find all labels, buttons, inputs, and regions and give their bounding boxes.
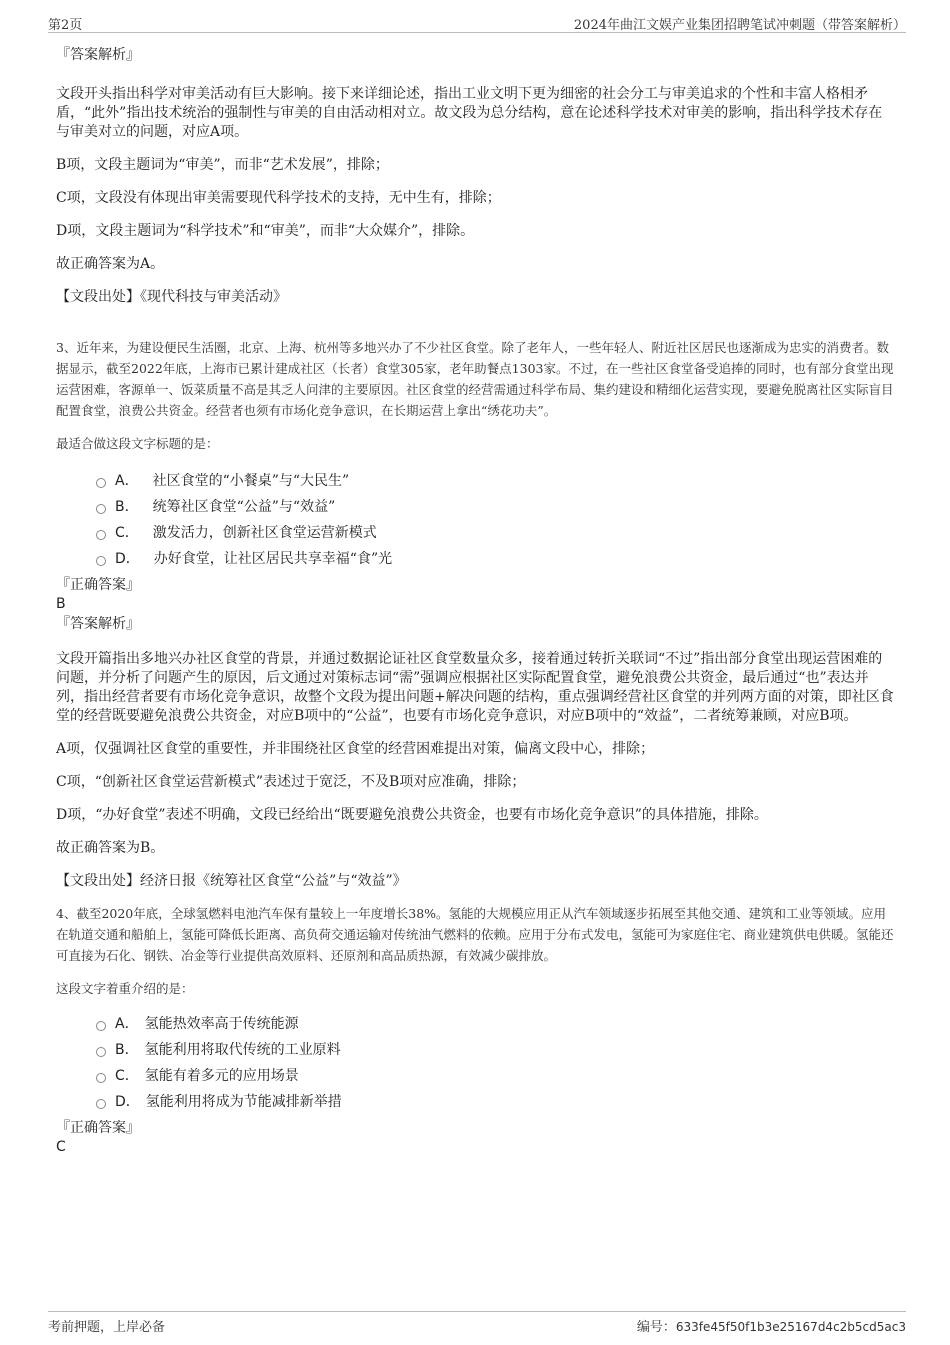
code-value: 633fe45f50f1b3e25167d4c2b5cd5ac3: [675, 1320, 906, 1334]
q4-stem: 4、截至2020年底，全球氢燃料电池汽车保有量较上一年度增长38%。氢能的大规模应用正从汽车领域逐步拓展至其他交通、建筑和工业等领域。应用在轨道交通和船舶上，氢能可降低长距离、高负荷交通运输对传统油气燃料的依赖。应用于分布式发电，氢能可为家庭住宅、商业建筑供电供暖。氢能还可直接为石化、钢铁、冶金等行业提供高效原料、还原剂和高品质热源，有效减少碳排放。: [56, 906, 894, 963]
q3-option-c[interactable]: C． 激发活力，创新社区食堂运营新模式: [96, 520, 896, 546]
q3-conclusion: 故正确答案为B。: [56, 840, 165, 856]
q3-option-d[interactable]: D． 办好食堂，让社区居民共享幸福“食”光: [96, 546, 896, 572]
q4-answer: C: [56, 1139, 66, 1155]
q3-answer-label: 『正确答案』: [56, 577, 140, 593]
radio-icon[interactable]: [96, 1021, 106, 1031]
q3-option-c-explanation: C项，“创新社区食堂运营新模式”表述过于宽泛，不及B项对应准确，排除；: [56, 774, 526, 790]
footer-slogan: 考前押题，上岸必备: [48, 1320, 166, 1335]
q4-option-c[interactable]: C． 氢能有着多元的应用场景: [96, 1063, 896, 1089]
document-title: 2024年曲江文娱产业集团招聘笔试冲刺题（带答案解析）: [573, 18, 906, 33]
page-footer: [48, 1311, 906, 1334]
page-number: 第2页: [48, 18, 83, 33]
q2-analysis-label: 『答案解析』: [56, 47, 140, 63]
q2-conclusion: 故正确答案为A。: [56, 256, 165, 272]
q2-option-d-explanation: D项，文段主题词为“科学技术”和“审美”，而非“大众媒介”，排除。: [56, 223, 475, 239]
q4-prompt: 这段文字着重介绍的是：: [56, 981, 194, 996]
q2-analysis-text: 文段开头指出科学对审美活动有巨大影响。接下来详细论述，指出工业文明下更为细密的社会分工与审美追求的个性和丰富人格相矛盾，“此外”指出技术统治的强制性与审美的自由活动相对立。故文段为总分结构，意在论述科学技术对审美的影响，指出科学技术存在与审美对立的问题，对应A项。: [56, 86, 883, 140]
radio-icon[interactable]: [96, 1073, 106, 1083]
radio-icon[interactable]: [96, 1099, 106, 1109]
q4-option-d[interactable]: D． 氢能利用将成为节能减排新举措: [96, 1089, 896, 1115]
q3-analysis-label: 『答案解析』: [56, 616, 140, 632]
q4-option-b[interactable]: B． 氢能利用将取代传统的工业原料: [96, 1037, 896, 1063]
page-content: [56, 40, 896, 1156]
radio-icon[interactable]: [96, 504, 106, 514]
q4-option-a[interactable]: A． 氢能热效率高于传统能源: [96, 1011, 896, 1037]
q2-option-c-explanation: C项，文段没有体现出审美需要现代科学技术的支持，无中生有，排除；: [56, 190, 501, 206]
q3-option-a-explanation: A项，仅强调社区食堂的重要性，并非围绕社区食堂的经营困难提出对策，偏离文段中心，排除；: [56, 741, 655, 757]
q3-analysis-text: 文段开篇指出多地兴办社区食堂的背景，并通过数据论证社区食堂数量众多，接着通过转折关联词“不过”指出部分食堂出现运营困难的问题，并分析了问题产生的原因，后文通过对策标志词“需”强调应根据社区实际配置食堂，避免浪费公共资金，最后通过“也”表达并列，指出经营者要有市场化竞争意识，故整个文段为提出问题+解决问题的结构，重点强调经营社区食堂的并列两方面的对策，即社区食堂的经营既要避免浪费公共资金，对应B项中的“公益”，也要有市场化竞争意识，对应B项中的“效益”，二者统筹兼顾，对应B项。: [56, 651, 894, 724]
radio-icon[interactable]: [96, 1047, 106, 1057]
q3-prompt: 最适合做这段文字标题的是：: [56, 436, 219, 451]
q2-source: 【文段出处】《现代科技与审美活动》: [56, 289, 287, 305]
radio-icon[interactable]: [96, 530, 106, 540]
q4-options: [56, 1011, 896, 1115]
q3-option-b[interactable]: B． 统筹社区食堂“公益”与“效益”: [96, 494, 896, 520]
q2-option-b-explanation: B项，文段主题词为“审美”，而非“艺术发展”，排除；: [56, 157, 389, 173]
q3-stem: 3、近年来，为建设便民生活圈，北京、上海、杭州等多地兴办了不少社区食堂。除了老年人，一些年轻人、附近社区居民也逐渐成为忠实的消费者。数据显示，截至2022年底，上海市已累计建成社区（长者）食堂305家，老年助餐点1303家。不过，在一些社区食堂备受追捧的同时，也有部分食堂出现运营困难，客源单一、饭菜质量不高是其乏人问津的主要原因。社区食堂的经营需通过科学布局、集约建设和精细化运营实现，要避免脱离社区实际盲目配置食堂，浪费公共资金。经营者也须有市场化竞争意识，在长期运营上拿出“绣花功夫”。: [56, 340, 894, 418]
q3-source: 【文段出处】经济日报《统筹社区食堂“公益”与“效益”》: [56, 873, 407, 889]
q4-answer-label: 『正确答案』: [56, 1120, 140, 1136]
q3-option-d-explanation: D项，“办好食堂”表述不明确，文段已经给出“既要避免浪费公共资金，也要有市场化竞争意识”的具体措施，排除。: [56, 807, 768, 823]
q3-answer: B: [56, 596, 66, 612]
q3-option-a[interactable]: A． 社区食堂的“小餐桌”与“大民生”: [96, 468, 896, 494]
radio-icon[interactable]: [96, 478, 106, 488]
document-code: [637, 1316, 906, 1335]
q3-options: [56, 468, 896, 572]
code-label: 编号：: [636, 1320, 676, 1335]
page-header: [48, 12, 906, 33]
radio-icon[interactable]: [96, 556, 106, 566]
